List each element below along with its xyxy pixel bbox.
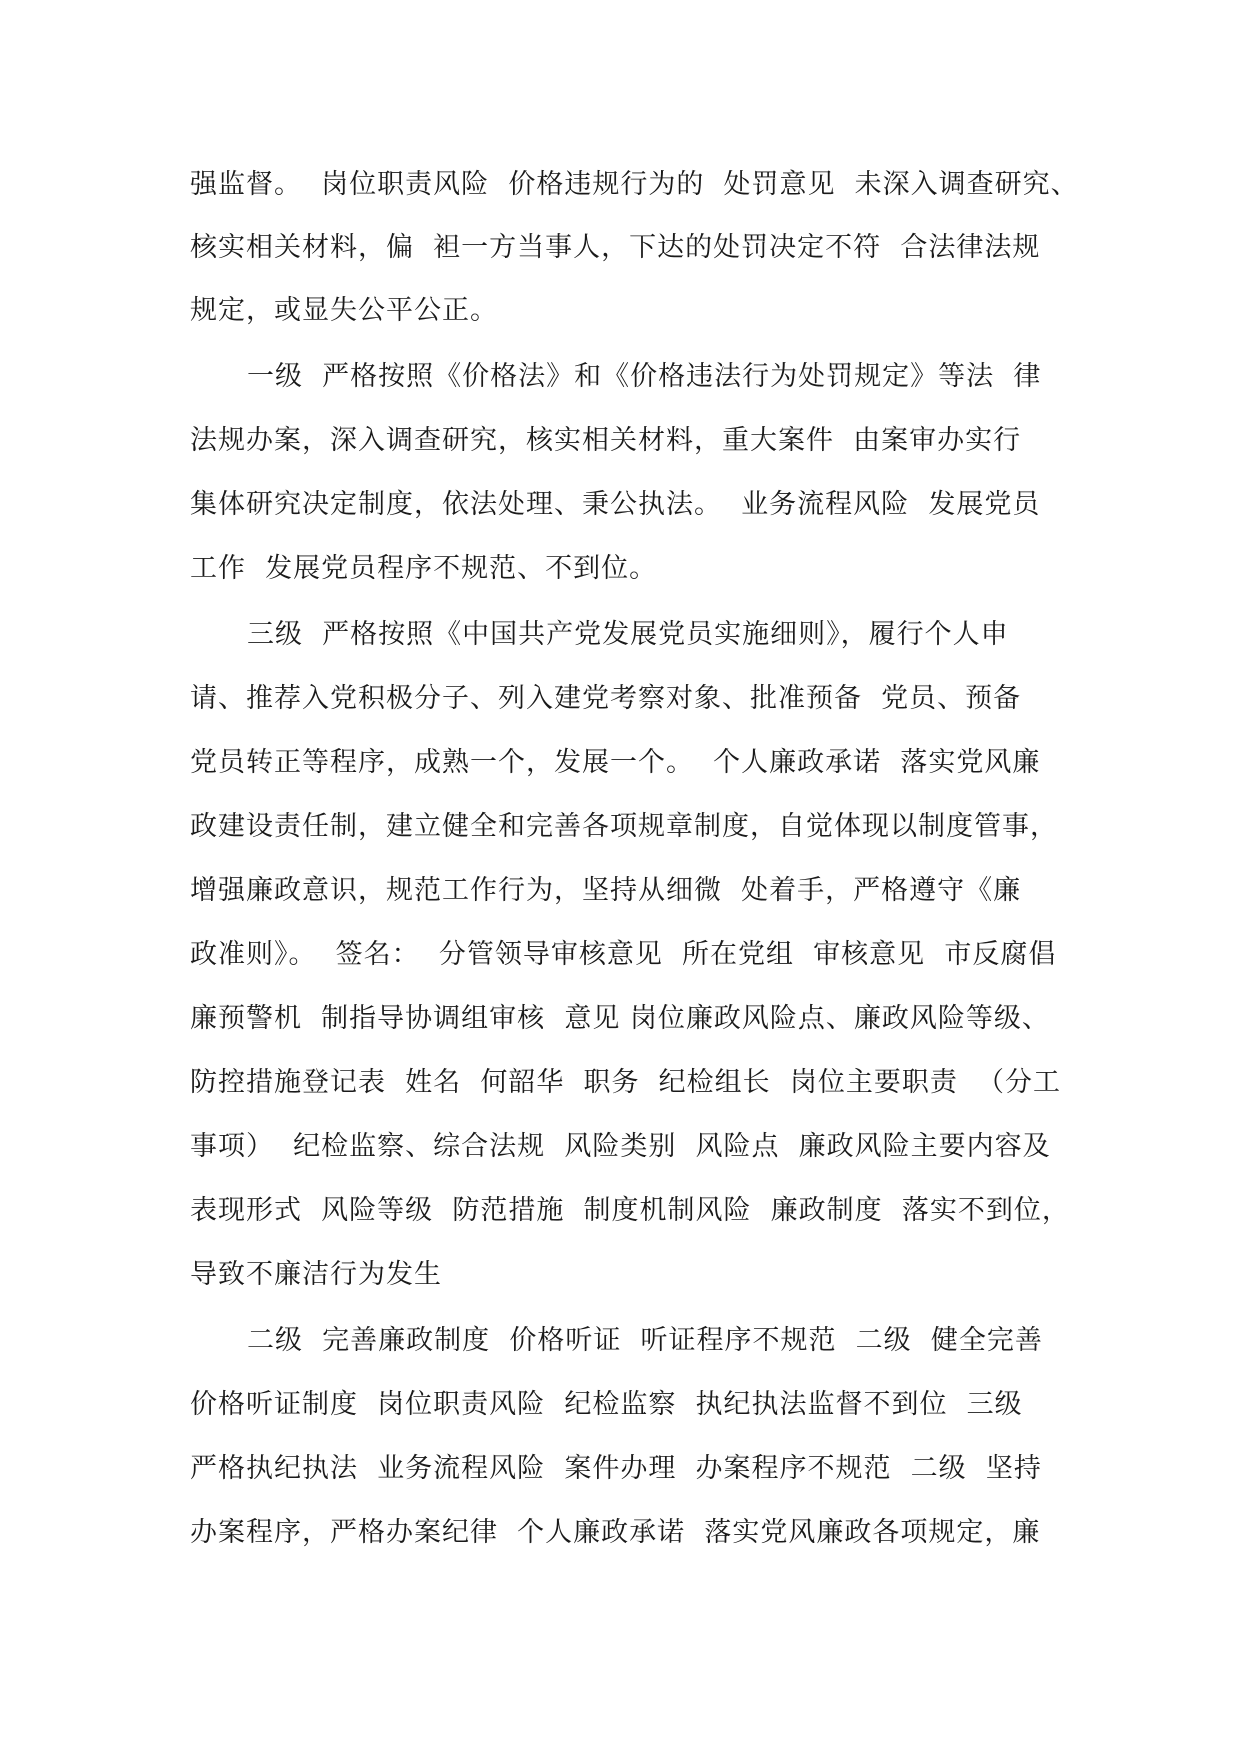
text-line: 政建设责任制，建立健全和完善各项规章制度，自觉体现以制度管事， <box>190 811 1058 842</box>
text-line: 政准则》。 签名： 分管领导审核意见 所在党组 审核意见 市反腐倡 <box>190 939 1057 970</box>
text-line: 表现形式 风险等级 防范措施 制度机制风险 廉政制度 落实不到位， <box>190 1195 1070 1226</box>
text-line: 工作 发展党员程序不规范、不到位。 <box>190 553 658 584</box>
text-line: 价格听证制度 岗位职责风险 纪检监察 执纪执法监督不到位 三级 <box>190 1389 1023 1420</box>
text-line: 防控措施登记表 姓名 何韶华 职务 纪检组长 岗位主要职责 （分工 <box>190 1067 1061 1098</box>
text-line: 增强廉政意识，规范工作行为，坚持从细微 处着手，严格遵守《廉 <box>190 875 1022 906</box>
text-line: 一级 严格按照《价格法》和《价格违法行为处罚规定》等法 律 <box>247 361 1042 392</box>
text-line: 核实相关材料，偏 袒一方当事人，下达的处罚决定不符 合法律法规 <box>190 232 1041 263</box>
text-line: 二级 完善廉政制度 价格听证 听证程序不规范 二级 健全完善 <box>247 1325 1043 1356</box>
text-line: 请、推荐入党积极分子、列入建党考察对象、批准预备 党员、预备 <box>190 683 1022 714</box>
text-line: 廉预警机 制指导协调组审核 意见 岗位廉政风险点、廉政风险等级、 <box>190 1003 1050 1034</box>
text-line: 三级 严格按照《中国共产党发展党员实施细则》，履行个人申 <box>247 619 1009 650</box>
text-line: 强监督。 岗位职责风险 价格违规行为的 处罚意见 未深入调查研究、 <box>190 169 1079 200</box>
text-line: 办案程序，严格办案纪律 个人廉政承诺 落实党风廉政各项规定，廉 <box>190 1517 1041 1548</box>
text-line: 法规办案，深入调查研究，核实相关材料，重大案件 由案审办实行 <box>190 425 1022 456</box>
text-line: 党员转正等程序，成熟一个，发展一个。 个人廉政承诺 落实党风廉 <box>190 747 1041 778</box>
text-line: 导致不廉洁行为发生 <box>190 1259 442 1290</box>
text-line: 事项） 纪检监察、综合法规 风险类别 风险点 廉政风险主要内容及 <box>190 1131 1051 1162</box>
text-line: 严格执纪执法 业务流程风险 案件办理 办案程序不规范 二级 坚持 <box>190 1453 1042 1484</box>
text-line: 规定，或显失公平公正。 <box>190 295 498 326</box>
text-line: 集体研究决定制度，依法处理、秉公执法。 业务流程风险 发展党员 <box>190 489 1041 520</box>
